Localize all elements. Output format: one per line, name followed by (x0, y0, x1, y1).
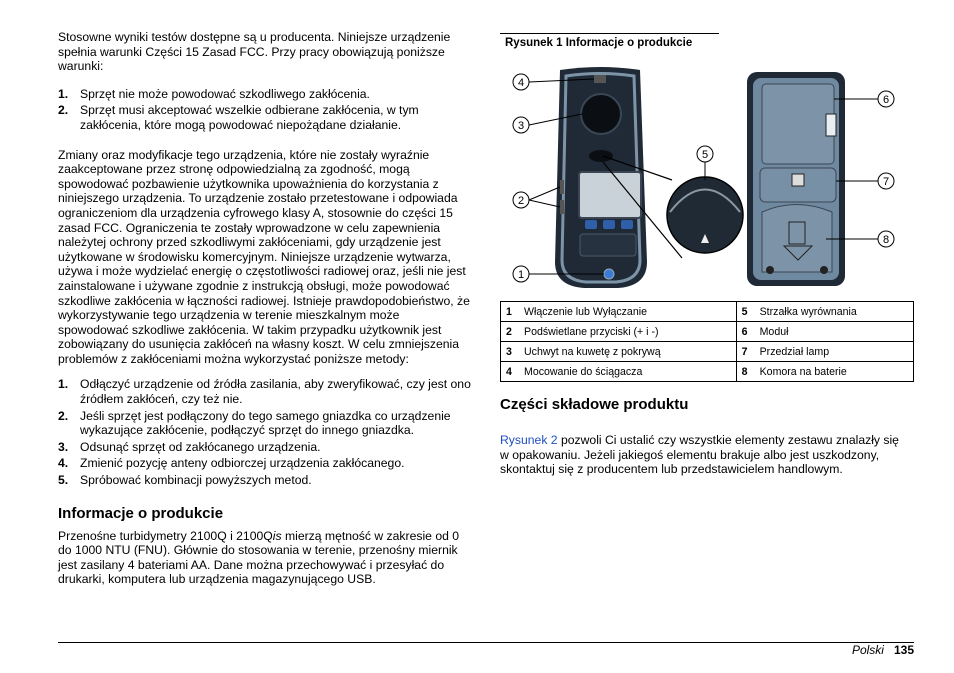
callout-8 (878, 231, 894, 247)
device-back (747, 72, 845, 286)
svg-text:8: 8 (882, 234, 890, 246)
callout-6 (878, 91, 894, 107)
list-item: 5. Spróbować kombinacji powyższych metod. (58, 473, 312, 488)
figure-caption: Rysunek 1 Informacje o produkcie (505, 37, 693, 49)
parts-paragraph: Rysunek 2 pozwoli Ci ustalić czy wszystkie elementy zestawu znalazły się w opakowaniu. Jeżeli jakiegoś elementu brakuje albo jest uszkodzony, skontaktuj się z producentem lub przedstawicielem handlowym. (500, 433, 899, 477)
svg-text:4: 4 (517, 77, 525, 89)
svg-text:5: 5 (701, 149, 709, 161)
svg-text:1: 1 (517, 269, 525, 281)
svg-text:3: 3 (517, 120, 525, 132)
list-item: 1. Sprzęt nie może powodować szkodliwego zakłócenia. (58, 86, 370, 101)
parts-heading: Części składowe produktu (500, 396, 689, 413)
info-heading: Informacje o produkcie (58, 504, 224, 522)
callout-1 (513, 266, 529, 282)
callout-4 (513, 74, 529, 90)
table-row: 4 Mocowanie do ściągacza 8 Komora na baterie (501, 362, 914, 382)
footer-language: Polski (851, 643, 884, 657)
figure-rule (500, 33, 719, 34)
figure-2-link[interactable]: Rysunek 2 (500, 433, 558, 448)
table-row: 2 Podświetlane przyciski (+ i -) 6 Moduł (501, 322, 914, 342)
list-item: 2. Sprzęt musi akceptować wszelkie odbierane zakłócenia, w tym zakłócenia, które mogą powodować niepożądane działanie. (58, 103, 419, 132)
svg-text:6: 6 (882, 94, 890, 106)
fcc-paragraph: Zmiany oraz modyfikacje tego urządzenia, które nie zostały wyraźnie zaakceptowane przez stronę odpowiedzialną za zgodność, mogą spowodować pozbawienie użytkownika upoważnienia do korzystania z niniejszego urządzenia. To urządzenie zostało przetestowane i odpowiada ograniczeniom dla urządzenia cyfrowego klasy A, stosownie do części 15 zasad FCC. Ograniczenia te zostały wprowadzone w celu zapewnienia należytej ochrony przed szkodliwymi zakłóceniami, gdy urządzenie jest użytkowane w środowisku komercyjnym. Niniejsze urządzenie wytwarza, używa i może wydzielać energię o częstotliwości radiowej oraz, jeśli nie jest zainstalowane i używane zgodnie z instrukcją obsługi, może powodować szkodliwe zakłócenia w łączności radiowej. Istnieje prawdopodobieństwo, że wykorzystywanie tego urządzenia w terenie mieszkalnym może spowodować szkodliwe zakłócenia. W takim przypadku użytkownik jest zobowiązany do usunięcia zakłóceń na własny koszt. W celu zmniejszenia problemów z zakłóceniami można wykorzystać poniższe metody: (58, 147, 470, 366)
footer-rule (58, 642, 914, 643)
callout-2 (513, 192, 529, 208)
left-column (58, 30, 472, 587)
list-item: 3. Odsunąć sprzęt od zakłócanego urządzenia. (58, 439, 321, 454)
list-item: 1. Odłączyć urządzenie od źródła zasilania, aby zweryfikować, czy jest ono źródłem zakłóceń, czy też nie. (58, 377, 471, 407)
device-front (555, 67, 647, 288)
page-number: 135 (893, 643, 914, 657)
svg-text:2: 2 (517, 195, 525, 207)
methods-list (58, 377, 472, 487)
callout-7 (878, 173, 894, 189)
svg-text:7: 7 (882, 176, 890, 188)
list-item: 4. Zmienić pozycję anteny odbiorczej urządzenia zakłócanego. (58, 456, 405, 471)
callout-3 (513, 117, 529, 133)
footer (852, 643, 914, 657)
table-row: 3 Uchwyt na kuwetę z pokrywą 7 Przedział lamp (501, 342, 914, 362)
intro-paragraph: Stosowne wyniki testów dostępne są u producenta. Niniejsze urządzenie spełnia warunki Części 15 Zasad FCC. Przy pracy obowiązują poniższe warunki: (58, 30, 451, 74)
product-figure (500, 62, 914, 292)
list-item: 2. Jeśli sprzęt jest podłączony do tego samego gniazdka co urządzenie wykazujące zakłócenie, podłączyć sprzęt do innego gniazdka. (58, 408, 451, 438)
table-row: 1 Włączenie lub Wyłączanie 5 Strzałka wyrównania (501, 302, 914, 322)
conditions-list (58, 87, 472, 133)
callout-5 (697, 146, 713, 162)
info-paragraph: Przenośne turbidymetry 2100Q i 2100Qis mierzą mętność w zakresie od 0 do 1000 NTU (FNU). Głównie do stosowania w terenie, przenośny miernik jest zasilany 4 bateriami AA. Dane można przechowywać i przesyłać do drukarki, komputera lub urządzenia magazynującego USB. (58, 528, 460, 587)
legend-table (500, 301, 914, 382)
